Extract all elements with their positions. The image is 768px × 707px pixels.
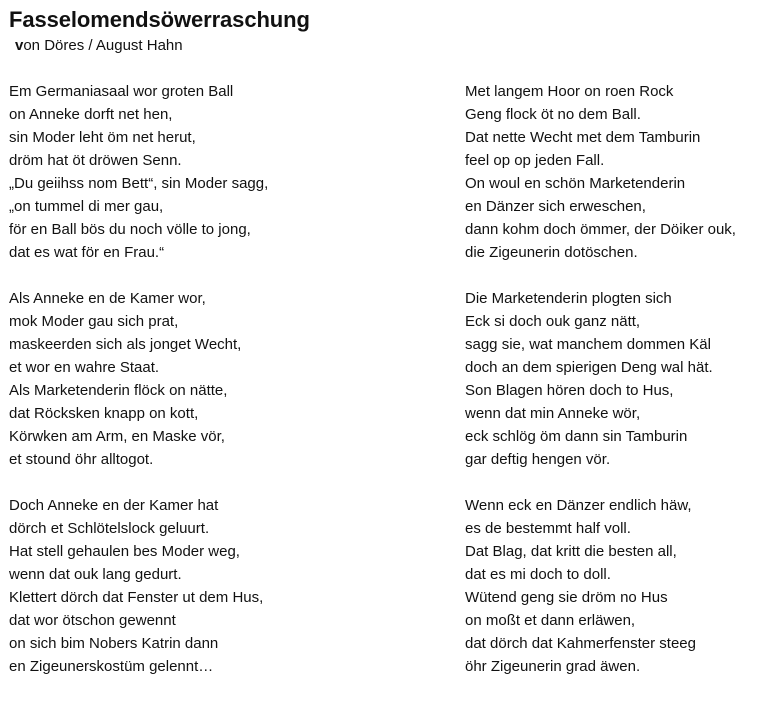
stanza: [9, 287, 329, 471]
poem-line: en Zigeunerskostüm gelennt…: [9, 658, 214, 675]
stanza: [9, 80, 329, 264]
poem-line: för en Ball bös du noch völle to jong,: [9, 221, 251, 238]
stanza: [465, 80, 765, 264]
poem-line: feel op op jeden Fall.: [465, 152, 605, 169]
poem-line: doch an dem spierigen Deng wal hät.: [465, 359, 713, 376]
poem-line: dann kohm doch ömmer, der Döiker ouk,: [465, 221, 736, 238]
stanza: [9, 494, 329, 678]
poem-line: maskeerden sich als jonget Wecht,: [9, 336, 242, 353]
poem-line: Met langem Hoor on roen Rock: [465, 83, 674, 100]
poem-line: öhr Zigeunerin grad äwen.: [465, 658, 641, 675]
poem-line: gar deftig hengen vör.: [465, 451, 611, 468]
poem-line: Körwken am Arm, en Maske vör,: [9, 428, 225, 445]
poem-line: Eck si doch ouk ganz nätt,: [465, 313, 641, 330]
poem-line: dörch et Schlötelslock geluurt.: [9, 520, 210, 537]
poem-line: et wor en wahre Staat.: [9, 359, 160, 376]
poem-line: Geng flock öt no dem Ball.: [465, 106, 641, 123]
poem-line: eck schlög öm dann sin Tamburin: [465, 428, 688, 445]
poem-line: dröm hat öt dröwen Senn.: [9, 152, 182, 169]
poem-line: „on tummel di mer gau,: [9, 198, 164, 215]
poem-line: Wenn eck en Dänzer endlich häw,: [465, 497, 692, 514]
poem-line: On woul en schön Marketenderin: [465, 175, 686, 192]
poem-line: on moßt et dann erläwen,: [465, 612, 636, 629]
poem-line: Dat nette Wecht met dem Tamburin: [465, 129, 701, 146]
poem-line: Als Anneke en de Kamer wor,: [9, 290, 206, 307]
poem-line: dat Röcksken knapp on kott,: [9, 405, 199, 422]
poem-line: dat wor ötschon gewennt: [9, 612, 176, 629]
poem-line: mok Moder gau sich prat,: [9, 313, 179, 330]
byline-text: on Döres / August Hahn: [23, 37, 183, 54]
poem-line: Son Blagen hören doch to Hus,: [465, 382, 674, 399]
stanza: [465, 287, 765, 471]
poem-line: dat dörch dat Kahmerfenster steeg: [465, 635, 696, 652]
poem-line: en Dänzer sich erweschen,: [465, 198, 646, 215]
poem-column-right: [465, 80, 765, 701]
byline-lead-letter: v: [15, 37, 24, 54]
poem-line: sin Moder leht öm net herut,: [9, 129, 196, 146]
poem-line: on sich bim Nobers Katrin dann: [9, 635, 219, 652]
poem-line: wenn dat ouk lang gedurt.: [9, 566, 182, 583]
poem-line: Dat Blag, dat kritt die besten all,: [465, 543, 677, 560]
poem-line: Klettert dörch dat Fenster ut dem Hus,: [9, 589, 264, 606]
poem-line: Wütend geng sie dröm no Hus: [465, 589, 668, 606]
poem-line: es de bestemmt half voll.: [465, 520, 631, 537]
poem-line: Die Marketenderin plogten sich: [465, 290, 672, 307]
poem-byline: [15, 36, 183, 56]
poem-line: Doch Anneke en der Kamer hat: [9, 497, 219, 514]
poem-line: sagg sie, wat manchem dommen Käl: [465, 336, 711, 353]
poem-line: „Du geiihss nom Bett“, sin Moder sagg,: [9, 175, 269, 192]
poem-column-left: [9, 80, 329, 701]
poem-line: on Anneke dorft net hen,: [9, 106, 173, 123]
poem-line: et stound öhr alltogot.: [9, 451, 154, 468]
poem-line: die Zigeunerin dotöschen.: [465, 244, 638, 261]
poem-line: wenn dat min Anneke wör,: [465, 405, 641, 422]
poem-title: Fasselomendsöwerraschung: [9, 7, 310, 32]
poem-line: dat es wat för en Frau.“: [9, 244, 165, 261]
poem-line: dat es mi doch to doll.: [465, 566, 611, 583]
stanza: [465, 494, 765, 678]
poem-line: Em Germaniasaal wor groten Ball: [9, 83, 234, 100]
poem-line: Hat stell gehaulen bes Moder weg,: [9, 543, 240, 560]
poem-line: Als Marketenderin flöck on nätte,: [9, 382, 228, 399]
